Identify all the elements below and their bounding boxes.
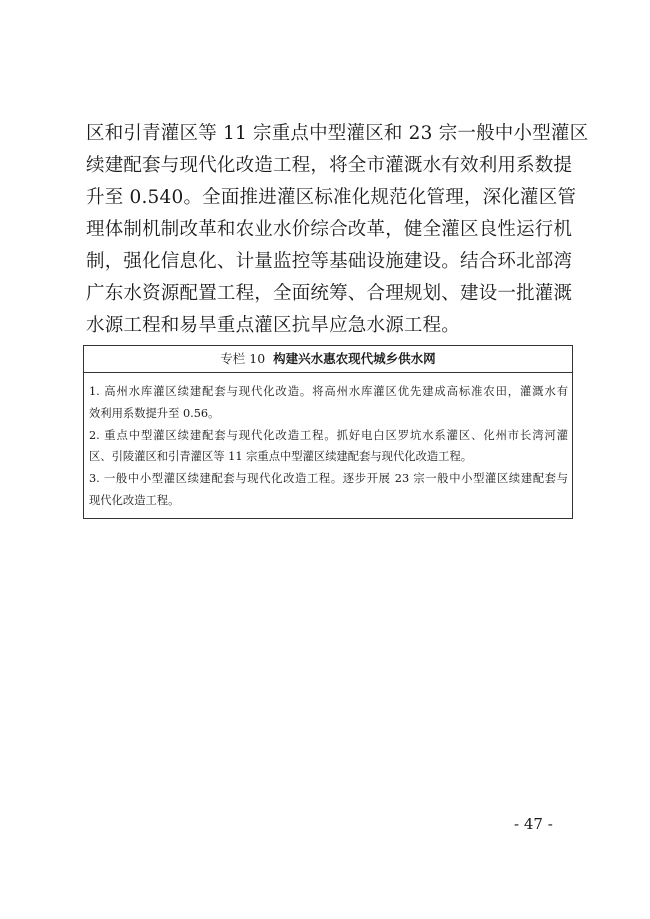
box-title-name: 构建兴水惠农现代城乡供水网 — [273, 351, 436, 366]
body-line: 制，强化信息化、计量监控等基础设施建设。结合环北部湾 — [86, 251, 573, 272]
box-line: 效利用系数提升至 0.56。 — [89, 406, 220, 420]
box-body — [84, 373, 572, 518]
box-line: 现代化改造工程。 — [89, 493, 180, 507]
box-line: 1. 高州水库灌区续建配套与现代化改造。将高州水库灌区优先建成高标准农田，灌溉水有 — [89, 385, 568, 398]
box-title-prefix: 专栏 10 — [220, 351, 266, 366]
box-line: 3. 一般中小型灌区续建配套与现代化改造工程。逐步开展 23 宗一般中小型灌区续建配套与 — [89, 472, 568, 486]
page-number: - 47 - — [514, 815, 553, 833]
body-paragraph — [86, 118, 589, 342]
box-title — [84, 346, 572, 373]
body-line: 续建配套与现代化改造工程，将全市灌溉水有效利用系数提 — [86, 155, 573, 176]
special-column-box — [83, 345, 573, 519]
box-line: 区、引陵灌区和引青灌区等 11 宗重点中型灌区续建配套与现代化改造工程。 — [89, 450, 473, 464]
box-line: 2. 重点中型灌区续建配套与现代化改造工程。抓好电白区罗坑水系灌区、化州市长湾河灌 — [89, 428, 568, 442]
body-line: 区和引青灌区等 11 宗重点中型灌区和 23 宗一般中小型灌区 — [86, 123, 589, 144]
body-line: 升至 0.540。全面推进灌区标准化规范化管理，深化灌区管 — [86, 187, 577, 208]
body-line: 广东水资源配置工程，全面统筹、合理规划、建设一批灌溉 — [86, 283, 573, 304]
body-line: 理体制机制改革和农业水价综合改革，健全灌区良性运行机 — [86, 219, 573, 240]
body-line: 水源工程和易旱重点灌区抗旱应急水源工程。 — [86, 315, 461, 336]
